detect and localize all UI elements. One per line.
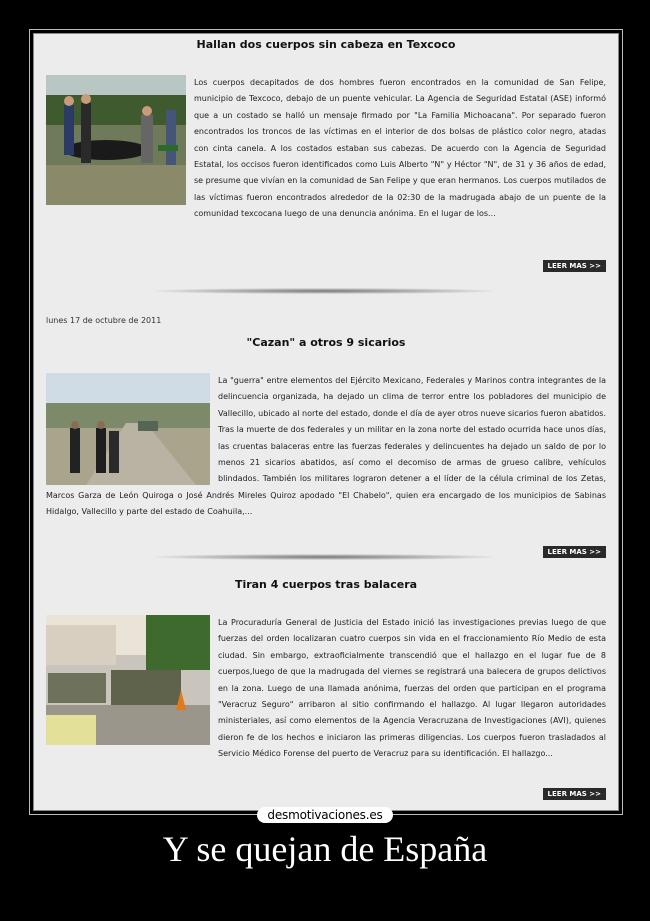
article-2 xyxy=(46,336,606,556)
article-photo xyxy=(46,75,186,205)
read-more-button[interactable]: LEER MAS >> xyxy=(543,260,606,272)
article-title[interactable]: "Cazan" a otros 9 sicarios xyxy=(246,336,406,349)
post-date: lunes 17 de octubre de 2011 xyxy=(46,316,162,325)
poster-caption: Y se quejan de España xyxy=(162,829,488,869)
read-more-button[interactable]: LEER MAS >> xyxy=(543,788,606,800)
article-text: La "guerra" entre elementos del Ejército Mexicano, Federales y Marinos contra integrantes de la delincuencia organizada, ha dejado un clima de terror entre los pobladores del municipio de Vallecillo, ubicado al norte del estado, donde el día de ayer otros nueve sicarios fueron abatidos. Tras la muerte de dos federales y un militar en la zona norte del estado ocurrida hace unos días, las cruentas balaceras entre las fuerzas federales y delincuentes ha dejado un saldo de por lo menos 21 sicarios abatidos, así como el decomiso de armas de grueso calibre, vehículos blindados. También los militares lograron detener a el líder de la célula criminal de los Zetas, Marcos Garza de León Quiroga o José Andrés Mireles Quiroz apodado "El Chabelo", quien era encargado de los municipios de Sabinas Hidalgo, Vallecillo y parte del estado de Coahuila,... xyxy=(46,376,606,517)
article-text: Los cuerpos decapitados de dos hombres fueron encontrados en la comunidad de San Felipe, municipio de Texcoco, debajo de un puente vehicular. La Agencia de Seguridad Estatal (ASE) informó que a un costado se halló un mensaje firmado por "La Familia Michoacana". Por separado fueron encontrados los troncos de las víctimas en el interior de dos bolsas de plástico color negro, atadas con cinta canela. A los costados estaban sus cabezas. De acuerdo con la Agencia de Seguridad Estatal, los occisos fueron identificados como Luis Alberto "N" y Héctor "N", de 31 y 36 años de edad, se presume que vivían en la comunidad de San Felipe y que eran hermanos. Los cuerpos mutilados de las víctimas fueron encontrados alrededor de la 02:30 de la madrugada abajo de un puente de la comunidad texcocana luego de una denuncia anónima. En el lugar de los... xyxy=(194,78,606,219)
article-body xyxy=(46,615,606,763)
article-3 xyxy=(46,578,606,798)
divider xyxy=(154,554,494,560)
divider xyxy=(154,288,494,294)
poster-frame xyxy=(29,29,623,815)
article-photo xyxy=(46,373,210,485)
article-body xyxy=(46,75,606,223)
article-text: La Procuraduría General de Justicia del Estado inició las investigaciones previas luego de que fuerzas del orden localizaran cuatro cuerpos sin vida en el fraccionamiento Río Medio de esta ciudad. Sin embargo, extraoficialmente transcendió que el hallazgo en el lugar fue de 8 cuerpos,luego de que la madrugada del viernes se registrará una balecera de grupos delictivos en la zona. Luego de una llamada anónima, fuerzas del orden que participan en el programa "Veracruz Seguro" arribaron al sitio confirmando el hallazgo. Al lugar llegaron autoridades ministeriales, así como elementos de la Agencia Veracruzana de Investigaciones (AVI), quienes dieron fe de los hechos e iniciaron las primeras diligencias. Los cuerpos fueron trasladados al Servicio Médico Forense del puerto de Veracruz para su identificación. El hallazgo... xyxy=(218,618,606,759)
article-photo xyxy=(46,615,210,745)
article-body xyxy=(46,373,606,521)
article-title[interactable]: Tiran 4 cuerpos tras balacera xyxy=(234,578,418,591)
site-logo: desmotivaciones.es xyxy=(0,804,650,823)
read-more-button[interactable]: LEER MAS >> xyxy=(543,546,606,558)
screenshot-page xyxy=(33,33,619,811)
article-1 xyxy=(46,38,606,270)
article-title[interactable]: Hallan dos cuerpos sin cabeza en Texcoco xyxy=(196,38,456,51)
